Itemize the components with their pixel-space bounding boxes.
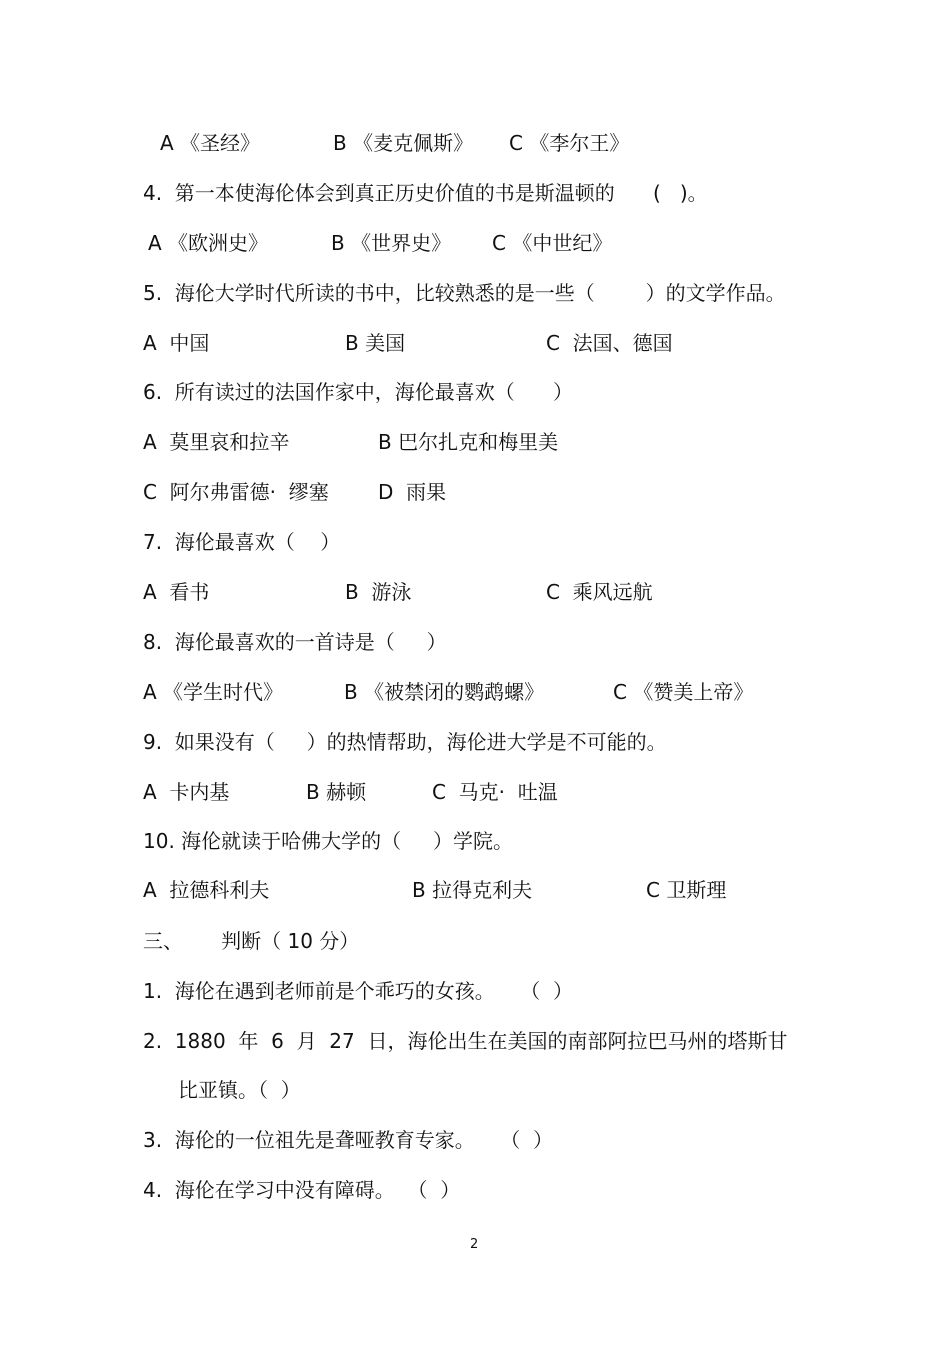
line: B 赫顿 [306, 780, 367, 804]
line: A 卡内基 [143, 780, 230, 804]
line: D 雨果 [378, 480, 447, 504]
line: B 《麦克佩斯》 [333, 131, 474, 155]
line: 8. 海伦最喜欢的一首诗是（ ） [143, 630, 447, 654]
line: 9. 如果没有（ ）的热情帮助，海伦进大学是不可能的。 [143, 730, 667, 754]
line: A 莫里哀和拉辛 [143, 430, 290, 454]
line: B 《被禁闭的鹦鹉螺》 [344, 680, 545, 704]
line: B 巴尔扎克和梅里美 [378, 430, 559, 454]
line: C 《赞美上帝》 [613, 680, 754, 704]
line: A 拉德科利夫 [143, 878, 270, 902]
line: B 《世界史》 [331, 231, 452, 255]
line: 2. 1880 年 6 月 27 日，海伦出生在美国的南部阿拉巴马州的塔斯甘 [143, 1029, 788, 1053]
line: A 中国 [143, 331, 210, 355]
line: 4. 第一本使海伦体会到真正历史价值的书是斯温顿的 ( )。 [143, 181, 708, 205]
line: A 《圣经》 [160, 131, 261, 155]
line: C 法国、德国 [546, 331, 673, 355]
line: B 游泳 [345, 580, 412, 604]
page-number: 2 [470, 1237, 479, 1252]
line: B 拉得克利夫 [412, 878, 533, 902]
line: 3. 海伦的一位祖先是聋哑教育专家。 （ ） [143, 1128, 553, 1152]
line: A 看书 [143, 580, 210, 604]
section-heading: 三、 判断（ 10 分） [143, 929, 360, 953]
line: 4. 海伦在学习中没有障碍。 （ ） [143, 1178, 461, 1202]
line: 5. 海伦大学时代所读的书中，比较熟悉的是一些（ ）的文学作品。 [143, 281, 786, 305]
line: C 卫斯理 [646, 878, 727, 902]
line: C 《李尔王》 [509, 131, 630, 155]
line: A 《学生时代》 [143, 680, 284, 704]
line: 6. 所有读过的法国作家中，海伦最喜欢（ ） [143, 380, 573, 404]
line: 比亚镇。（ ） [178, 1078, 301, 1102]
line: 1. 海伦在遇到老师前是个乖巧的女孩。 （ ） [143, 979, 573, 1003]
line: B 美国 [345, 331, 406, 355]
line: C 马克· 吐温 [432, 780, 558, 804]
line: C 《中世纪》 [492, 231, 613, 255]
line: 7. 海伦最喜欢（ ） [143, 530, 341, 554]
line: 10. 海伦就读于哈佛大学的（ ）学院。 [143, 829, 513, 853]
line: C 阿尔弗雷德· 缪塞 [143, 480, 329, 504]
line: A 《欧洲史》 [148, 231, 269, 255]
line: C 乘风远航 [546, 580, 653, 604]
